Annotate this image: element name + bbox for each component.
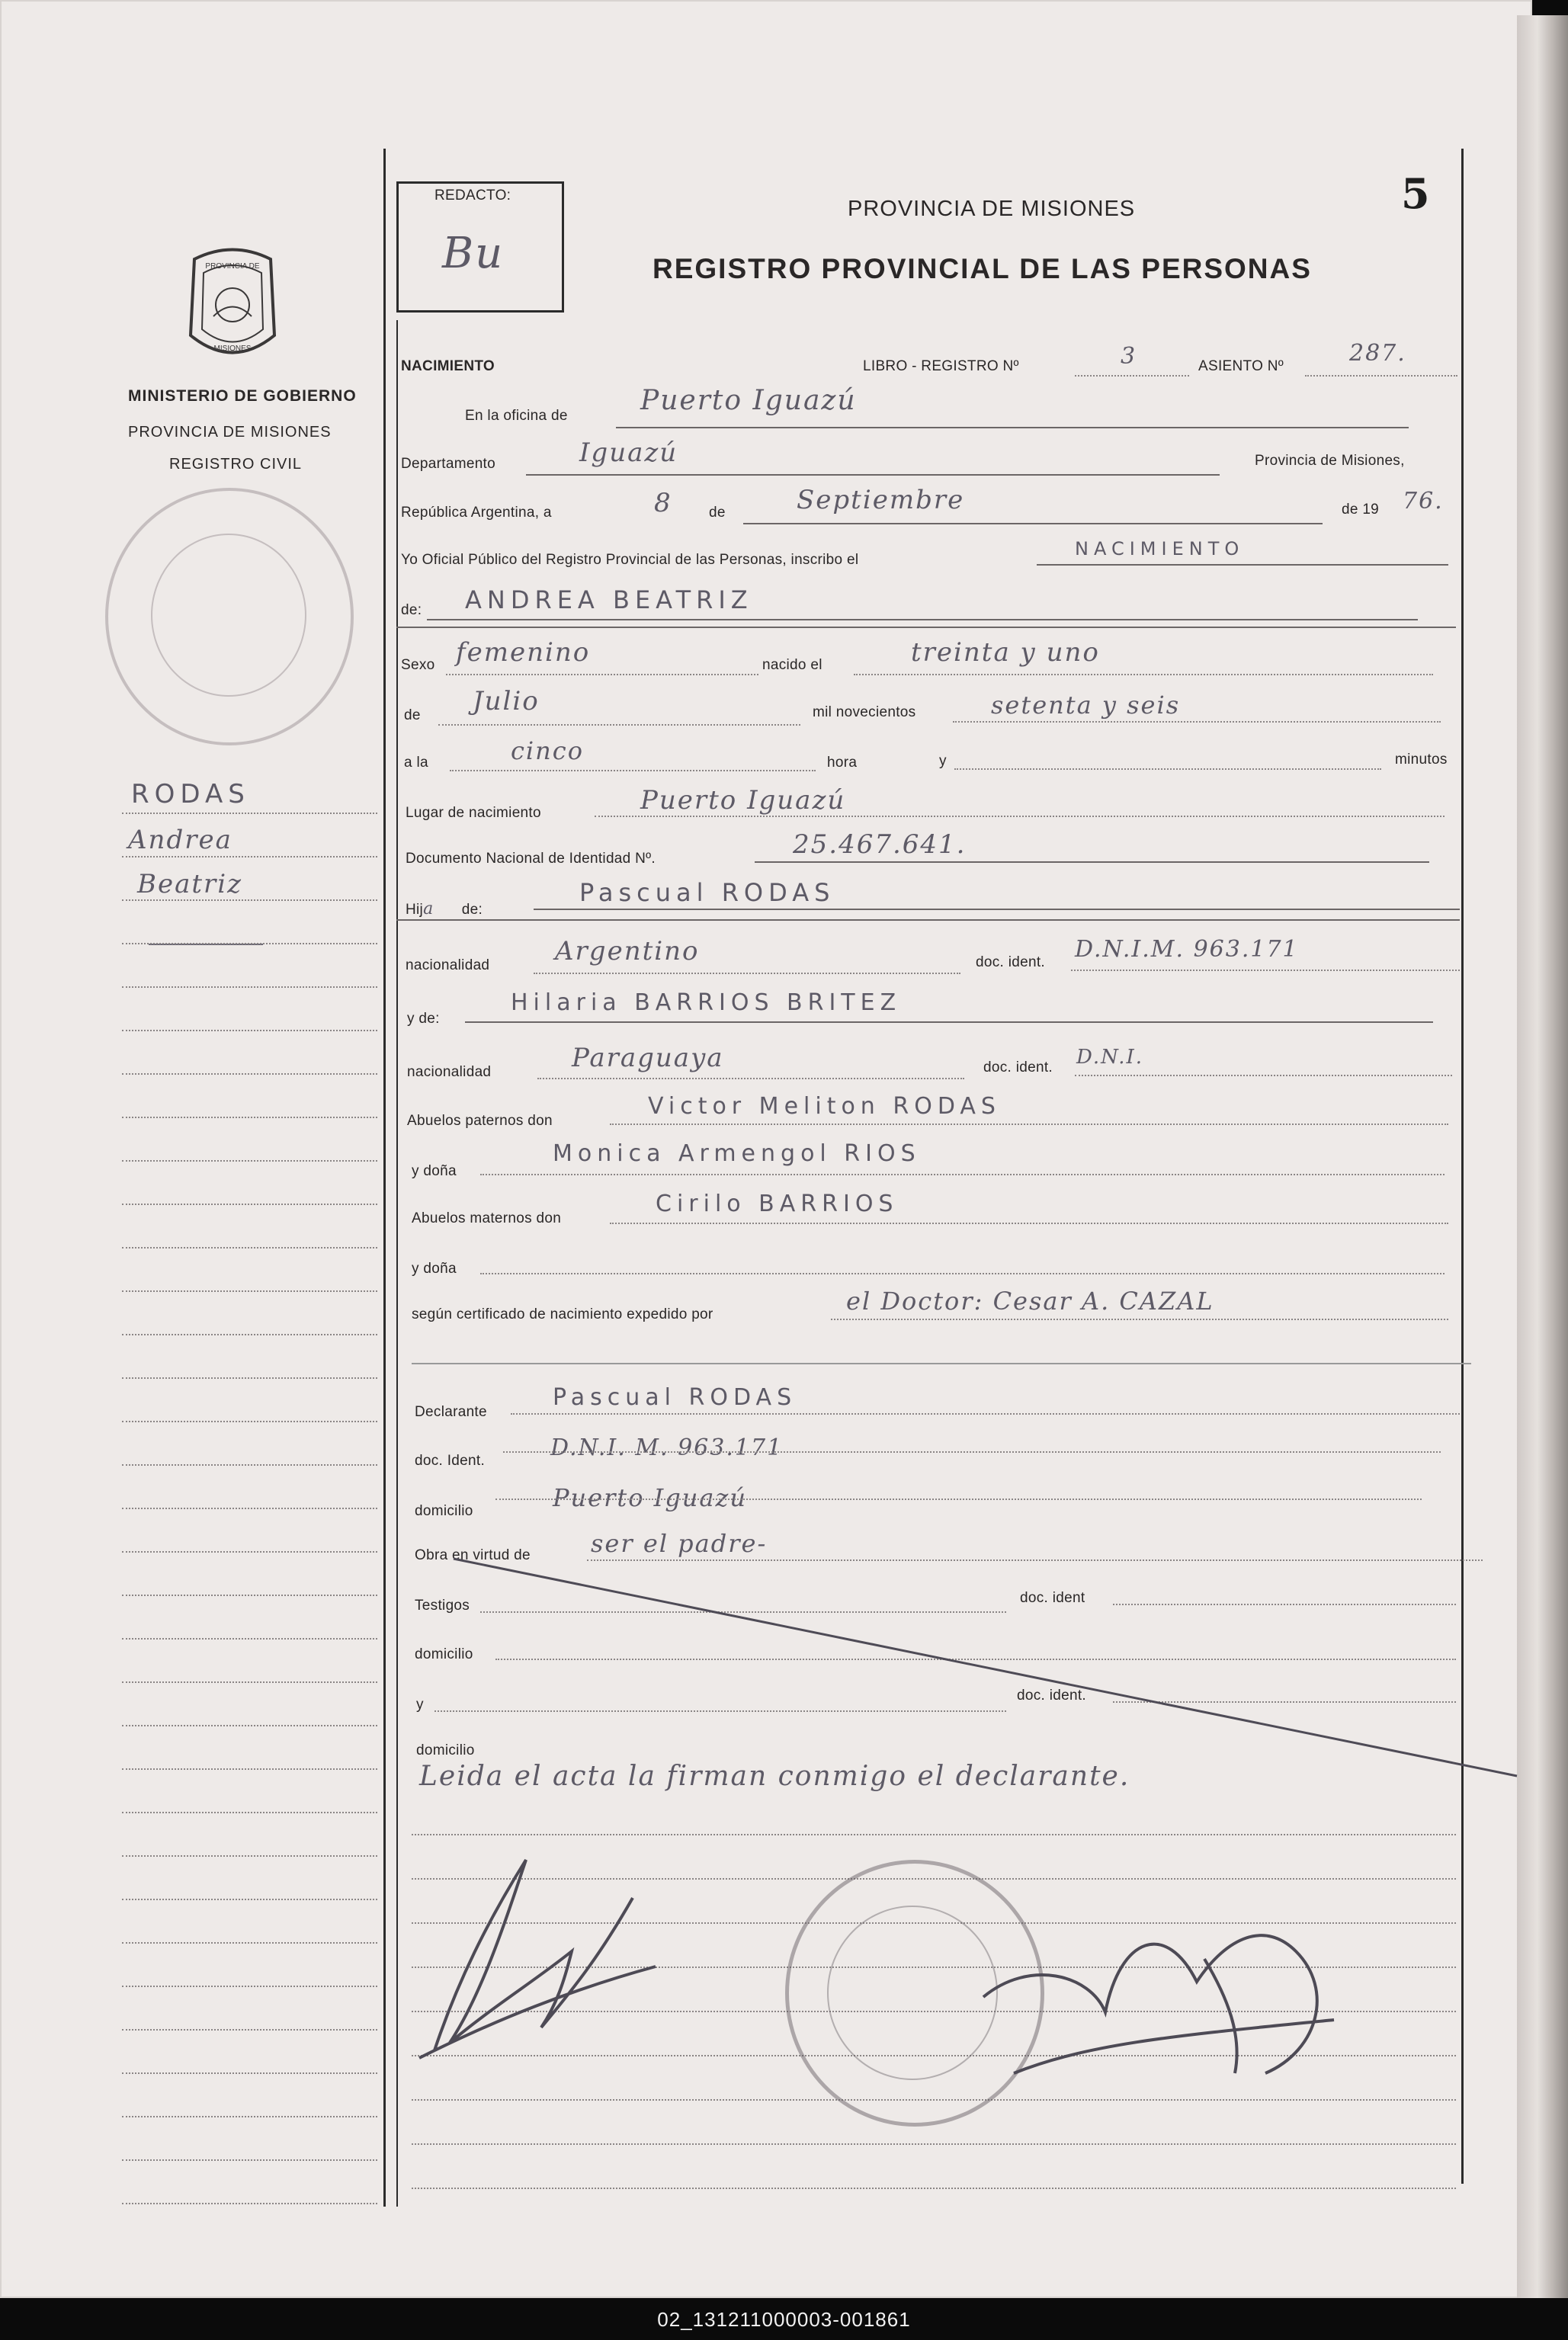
ministry-name: MINISTERIO DE GOBIERNO [128, 387, 357, 405]
father-name-value: Pascual RODAS [579, 878, 835, 907]
dni-label: Documento Nacional de Identidad Nº. [406, 851, 656, 867]
birth-month-value: Julio [473, 686, 540, 716]
de-label: de [709, 505, 726, 521]
header-title: REGISTRO PROVINCIAL DE LAS PERSONAS [653, 253, 1312, 284]
testigos-label: Testigos [415, 1598, 470, 1614]
abmat-value: Cirilo BARRIOS [656, 1191, 899, 1217]
nacimiento-label: NACIMIENTO [401, 358, 495, 374]
libro-label: LIBRO - REGISTRO Nº [863, 358, 1019, 374]
dni-value: 25.467.641. [793, 829, 967, 860]
provincia-suffix: Provincia de Misiones, [1255, 453, 1405, 469]
y-label: y [939, 753, 947, 769]
obra-label: Obra en virtud de [415, 1547, 531, 1563]
redacto-initials: Bu [442, 229, 505, 278]
nac1-label: nacionalidad [406, 957, 490, 973]
doc2-label: doc. ident. [983, 1059, 1053, 1075]
doc3-label: doc. ident [1020, 1590, 1085, 1606]
ydona2-label: y doña [412, 1261, 457, 1277]
right-ruled-line [412, 2143, 1456, 2145]
de2-label: de: [401, 602, 422, 618]
lugar-value: Puerto Iguazú [640, 785, 846, 816]
oficina-label: En la oficina de [465, 408, 568, 424]
hora-value: cinco [511, 736, 584, 765]
ala-label: a la [404, 755, 428, 771]
doc4-label: doc. ident. [1017, 1688, 1086, 1704]
hijo-prefix: Hij [406, 902, 424, 918]
nacido-value: treinta y uno [911, 637, 1100, 668]
departamento-label: Departamento [401, 456, 496, 472]
declarante-label: Declarante [415, 1404, 487, 1420]
abpat-value: Victor Meliton RODAS [648, 1093, 1001, 1120]
oficial-value: NACIMIENTO [1075, 538, 1245, 559]
ydona1-label: y doña [412, 1163, 457, 1179]
year-value: 76. [1403, 488, 1444, 514]
hijo-suffix: a [423, 899, 435, 918]
crest-top-text: PROVINCIA DE [205, 262, 260, 271]
nac1-value: Argentino [555, 936, 700, 966]
cert-value: el Doctor: Cesar A. CAZAL [846, 1287, 1214, 1316]
margin-note-second-name: Beatriz [137, 869, 243, 899]
abmat-label: Abuelos maternos don [412, 1210, 562, 1226]
mil-value: setenta y seis [991, 691, 1181, 720]
republica-label: República Argentina, a [401, 505, 552, 521]
dom3-label: domicilio [416, 1742, 475, 1758]
doc1-label: doc. ident. [976, 954, 1045, 970]
docdecl-value: D.N.I. M. 963.171 [550, 1434, 784, 1461]
header-province: PROVINCIA DE MISIONES [848, 197, 1136, 221]
nac2-value: Paraguaya [572, 1043, 724, 1073]
registry-name: REGISTRO CIVIL [169, 456, 303, 473]
doc2-value: D.N.I. [1076, 1046, 1144, 1069]
ydona1-value: Monica Armengol RIOS [553, 1140, 921, 1167]
declarante-value: Pascual RODAS [553, 1384, 797, 1411]
dom1-label: domicilio [415, 1503, 473, 1519]
declarant-signature [404, 1829, 663, 2073]
docdecl-label: doc. Ident. [415, 1453, 486, 1469]
footer-document-id: 02_131211000003-001861 [657, 2308, 911, 2331]
sexo-label: Sexo [401, 657, 435, 673]
asiento-value: 287. [1349, 340, 1406, 367]
dom1-value: Puerto Iguazú [553, 1483, 747, 1512]
right-ruled-line [412, 2188, 1456, 2189]
oficial-label: Yo Oficial Público del Registro Provincial de las Personas, inscribo el [401, 552, 859, 568]
nacido-label: nacido el [762, 657, 822, 673]
de3-label: de [404, 707, 421, 723]
oficina-value: Puerto Iguazú [640, 385, 857, 416]
y2-label: y [416, 1697, 424, 1713]
margin-note-surname: RODAS [131, 779, 250, 809]
asiento-label: ASIENTO Nº [1198, 358, 1284, 374]
departamento-value: Iguazú [579, 438, 678, 468]
child-name-value: ANDREA BEATRIZ [465, 585, 753, 614]
doc1-value: D.N.I.M. 963.171 [1075, 936, 1299, 963]
leida-value: Leida el acta la firman conmigo el declarante. [419, 1761, 1130, 1792]
cert-label: según certificado de nacimiento expedido por [412, 1306, 713, 1322]
day-value: 8 [654, 488, 672, 518]
margin-note-first-name: Andrea [128, 825, 232, 855]
mil-label: mil novecientos [813, 704, 916, 720]
nac2-label: nacionalidad [407, 1064, 492, 1080]
libro-value: 3 [1121, 343, 1137, 370]
abpat-label: Abuelos paternos don [407, 1113, 553, 1129]
mother-name-value: Hilaria BARRIOS BRITEZ [511, 989, 902, 1016]
hijo-de: de: [461, 902, 483, 918]
official-signature [938, 1845, 1364, 2096]
sexo-value: femenino [456, 637, 591, 668]
year-label: de 19 [1342, 502, 1380, 518]
month-value: Septiembre [797, 485, 965, 515]
page-number: 5 [1401, 169, 1430, 218]
crest-bottom-text: MISIONES [213, 345, 252, 353]
province-name: PROVINCIA DE MISIONES [128, 424, 332, 441]
dom2-label: domicilio [415, 1646, 473, 1662]
lugar-label: Lugar de nacimiento [406, 805, 541, 821]
obra-value: ser el padre- [591, 1529, 768, 1558]
redacto-label: REDACTO: [434, 188, 511, 204]
minutos-label: minutos [1395, 752, 1448, 768]
yde-label: y de: [407, 1011, 440, 1027]
hora-label: hora [827, 755, 858, 771]
